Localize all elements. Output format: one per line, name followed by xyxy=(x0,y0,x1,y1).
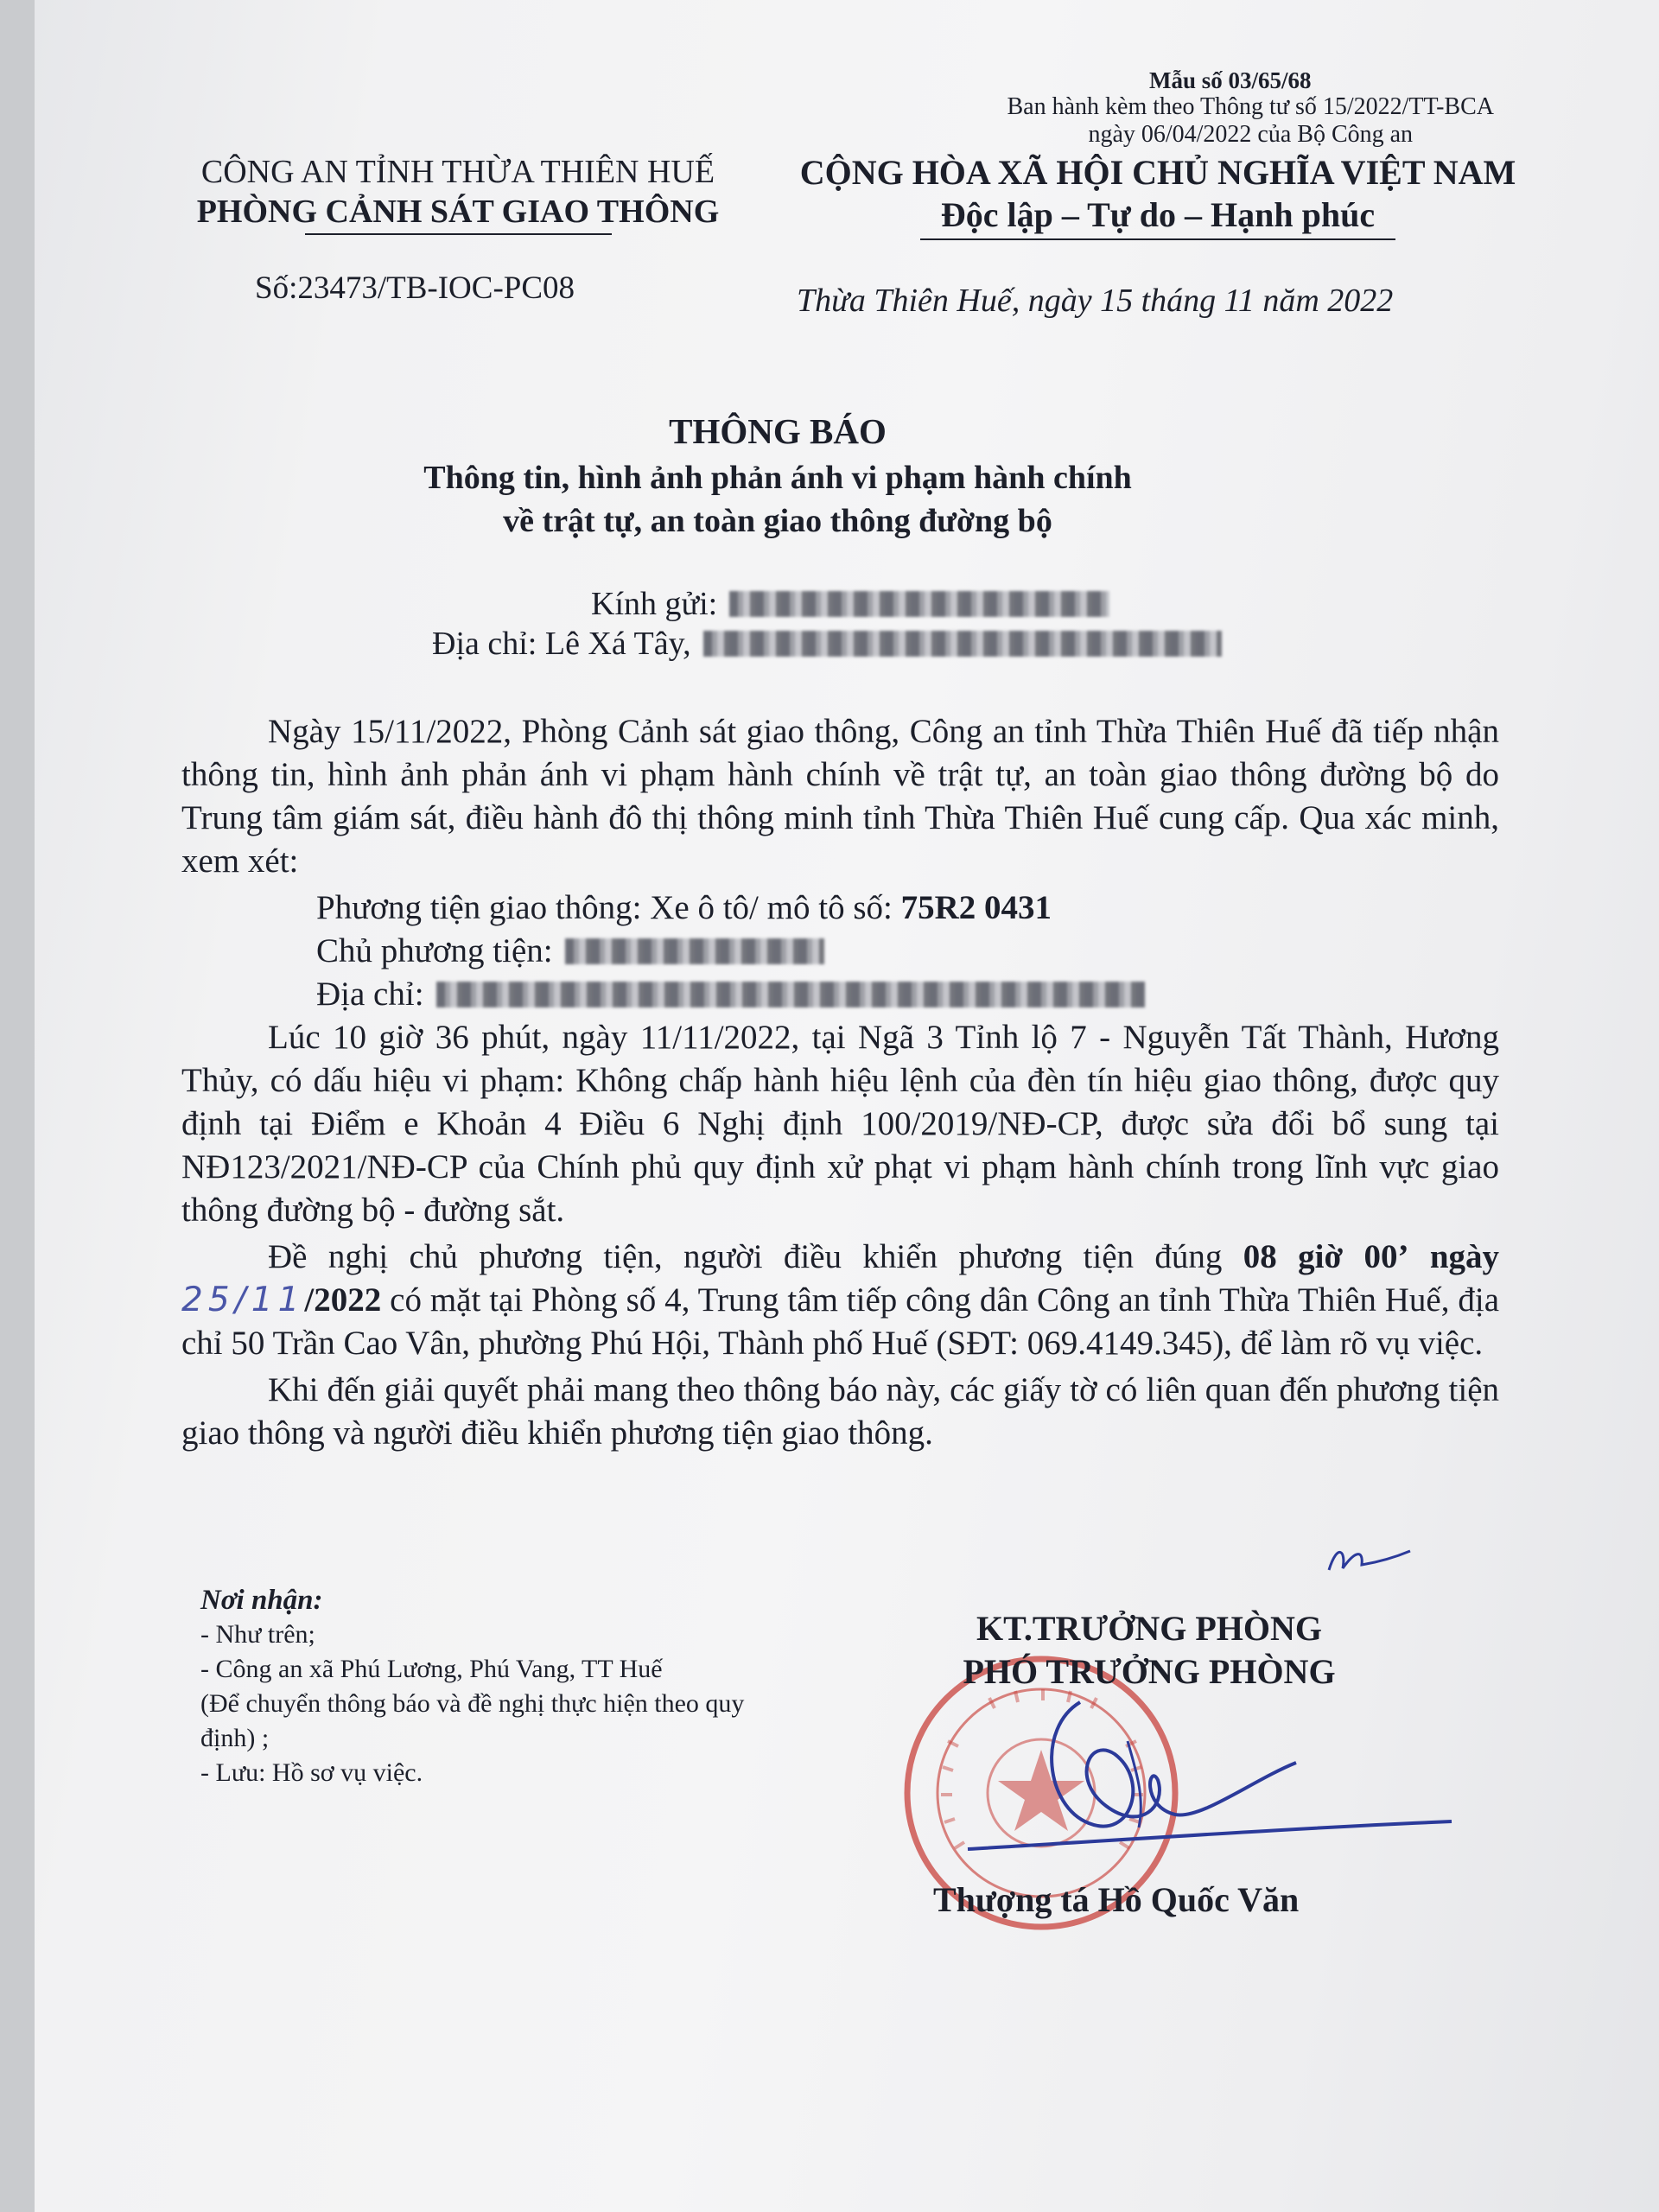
recipient-block xyxy=(432,584,1222,664)
vehicle-line xyxy=(181,887,1499,930)
country-name: CỘNG HÒA XÃ HỘI CHỦ NGHĨA VIỆT NAM xyxy=(799,153,1516,192)
title-subline-1: Thông tin, hình ảnh phản ánh vi phạm hành chính xyxy=(423,460,1132,496)
distribution-item: (Để chuyển thông báo và đề nghị thực hiện theo quy định) ; xyxy=(200,1689,745,1752)
initials-mark-icon xyxy=(1320,1525,1415,1586)
redacted-recipient-name xyxy=(729,591,1109,617)
document-number: Số:23473/TB-IOC-PC08 xyxy=(255,270,575,306)
paragraph-violation: Lúc 10 giờ 36 phút, ngày 11/11/2022, tại Ngã 3 Tỉnh lộ 7 - Nguyễn Tất Thành, Hương Thủy, có dấu hiệu vi phạm: Không chấp hành hiệu lệnh của đèn tín hiệu giao thông, được quy định tại Điểm e Khoản 4 Điều 6 Nghị định 100/2019/NĐ-CP, được sửa đổi bổ sung tại NĐ123/2021/NĐ-CP của Chính phủ quy định xử phạt vi phạm hành chính trong lĩnh vực giao thông đường bộ - đường sắt. xyxy=(181,1019,1499,1229)
form-number: Mẫu số 03/65/68 xyxy=(1149,67,1312,93)
summons-day-label: ngày xyxy=(1429,1238,1500,1275)
notice-body xyxy=(181,710,1499,1459)
redacted-owner-name xyxy=(565,938,824,964)
owner-address-label: Địa chỉ: xyxy=(316,976,424,1013)
signer-role-2: PHÓ TRƯỞNG PHÒNG xyxy=(963,1652,1336,1691)
distribution-item: - Công an xã Phú Lương, Phú Vang, TT Huế xyxy=(200,1655,663,1683)
distribution-title: Nơi nhận: xyxy=(200,1585,323,1616)
motto-underline xyxy=(920,238,1395,240)
handwritten-date: 25/11 xyxy=(181,1281,305,1319)
signer-role-1: KT.TRƯỞNG PHÒNG xyxy=(976,1609,1322,1648)
distribution-list xyxy=(200,1583,805,1790)
issuance-note xyxy=(1007,93,1495,149)
summons-text-a: Đề nghị chủ phương tiện, người điều khiển phương tiện đúng xyxy=(268,1238,1223,1275)
handwritten-signature-icon xyxy=(942,1676,1460,1884)
paragraph-instructions: Khi đến giải quyết phải mang theo thông báo này, các giấy tờ có liên quan đến phương tiện giao thông và người điều khiển phương tiện giao thông. xyxy=(181,1371,1499,1452)
summons-text-b: có mặt tại Phòng số 4, Trung tâm tiếp công dân Công an tỉnh Thừa Thiên Huế, địa chỉ 50 Trần Cao Vân, phường Phú Hội, Thành phố Huế (SĐT: 069.4149.345), để làm rõ vụ việc. xyxy=(181,1281,1500,1362)
distribution-item: - Như trên; xyxy=(200,1620,315,1649)
date-line: Thừa Thiên Huế, ngày 15 tháng 11 năm 2022 xyxy=(797,283,1394,319)
national-header xyxy=(752,152,1564,240)
agency-name: CÔNG AN TỈNH THỪA THIÊN HUẾ xyxy=(200,154,715,190)
redacted-owner-address xyxy=(436,982,1145,1007)
paragraph-summons xyxy=(181,1236,1499,1365)
department-underline xyxy=(305,233,612,235)
signer-name: Thượng tá Hồ Quốc Văn xyxy=(933,1880,1300,1919)
vehicle-plate: 75R2 0431 xyxy=(900,889,1052,926)
address-label: Địa chỉ: xyxy=(432,626,537,662)
paragraph-intro: Ngày 15/11/2022, Phòng Cảnh sát giao thông, Công an tỉnh Thừa Thiên Huế đã tiếp nhận thông tin, hình ảnh phản ánh vi phạm hành chính về trật tự, an toàn giao thông đường bộ do Trung tâm giám sát, điều hành đô thị thông minh tỉnh Thừa Thiên Huế cung cấp. Qua xác minh, xem xét: xyxy=(181,713,1499,880)
owner-label: Chủ phương tiện: xyxy=(316,932,553,969)
owner-address-line xyxy=(181,973,1499,1016)
recipient-address-line xyxy=(432,624,1222,664)
redacted-address xyxy=(703,631,1222,657)
owner-line xyxy=(181,930,1499,973)
issuance-line-2: ngày 06/04/2022 của Bộ Công an xyxy=(1088,121,1414,148)
department-name: PHÒNG CẢNH SÁT GIAO THÔNG xyxy=(196,194,720,230)
title-subline-2: về trật tự, an toàn giao thông đường bộ xyxy=(503,503,1052,539)
issuance-line-1: Ban hành kèm theo Thông tư số 15/2022/TT-BCA xyxy=(1007,93,1494,120)
summons-year: /2022 xyxy=(304,1281,382,1319)
summons-time: 08 giờ 00’ xyxy=(1243,1238,1409,1275)
address-visible: Lê Xá Tây, xyxy=(544,626,691,662)
vehicle-label: Phương tiện giao thông: Xe ô tô/ mô tô số: xyxy=(316,889,893,926)
recipient-line xyxy=(591,584,1222,624)
document-page xyxy=(35,0,1659,2212)
issuer-header xyxy=(156,152,760,235)
distribution-item: - Lưu: Hồ sơ vụ việc. xyxy=(200,1758,423,1787)
national-motto: Độc lập – Tự do – Hạnh phúc xyxy=(940,195,1376,234)
recipient-label: Kính gửi: xyxy=(591,586,718,622)
title-main: THÔNG BÁO xyxy=(669,411,887,451)
notice-title xyxy=(380,406,1175,543)
